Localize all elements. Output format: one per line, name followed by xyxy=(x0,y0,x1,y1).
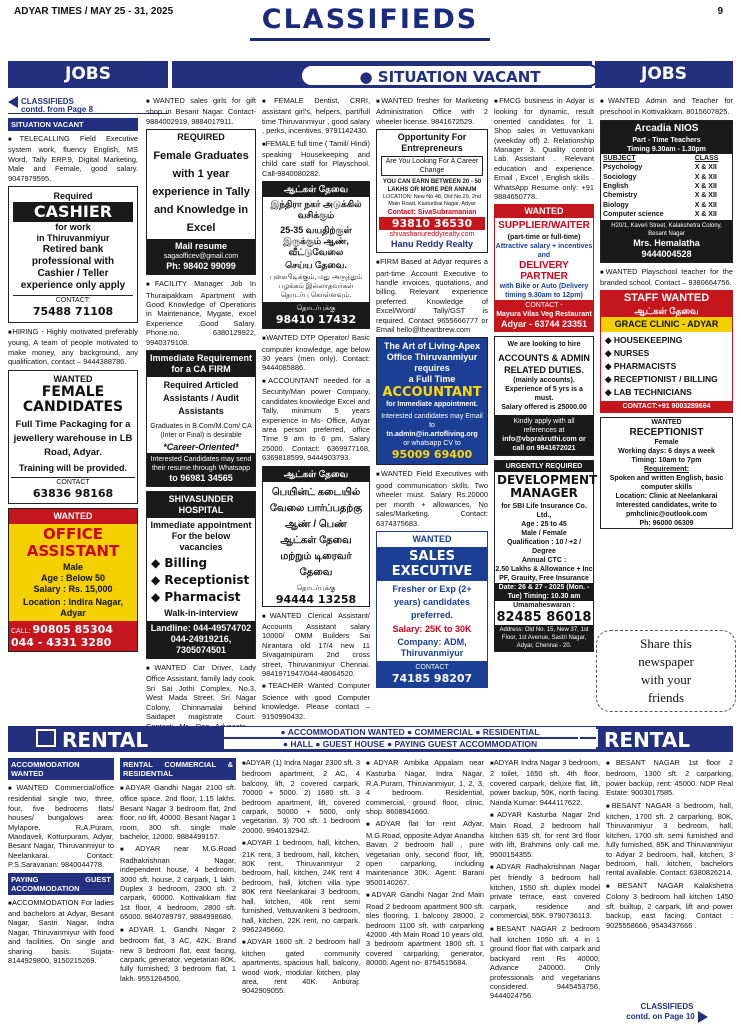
ad-line: Address: Old No. 15, New 37, 1st Floor, 1st Avenue, Sastri Nagar, Adyar, Chennai - 20. xyxy=(495,625,593,651)
column-5 xyxy=(494,96,598,656)
ad-phone: 90805 85304 xyxy=(32,622,113,636)
realty-ad xyxy=(376,129,488,253)
table-row: English X & XII xyxy=(603,183,717,191)
ad-phone: 95009 69400 xyxy=(391,448,473,462)
ad-line: Fresher or Exp (2+ years) candidates preferred. xyxy=(392,583,472,620)
ad-line: or whatsapp CV to xyxy=(403,440,461,448)
classified-ad: ■ ADYAR (1) Indra Nagar 2300 sft. 3 bedroom apartment, 2 AC, 4 balcony, lift, 2 covered carpark, 70000 + 5000. 2) 1680 sft. 3 bedroom apartment, lift, covered carpark, 50000 + 5000, only vegetarian. 3) 700 sft. 1 bedroom 20000. 9940132942. xyxy=(242,758,360,835)
classified-ad: ■ ADYAR Indra Nagar 3 bedroom, 2 toilet, 1650 sft. 4th floor, covered carpark, deluxe flat, lift, power backup, 50K, north facing. Nanda Kumar: 9444117622. xyxy=(490,758,600,807)
continued-on[interactable] xyxy=(606,1002,728,1022)
rental-title-right: RENTAL xyxy=(604,728,691,752)
ad-phone: Ph: 98402 99099 xyxy=(166,261,236,272)
subjects-table xyxy=(601,154,732,220)
classified-ad: ■ ACCOMMODATION For ladies and bachelors at Adyar, Besant Nagar, Sastri Nagar, Indra Nagar, Thiruvanmiyur with food and facilities. On single and sharing basis. Sujata- 8144929800, 9150215269. xyxy=(8,898,114,966)
arrow-right-icon xyxy=(698,1011,708,1023)
house-icon xyxy=(36,729,56,747)
rental-col-3 xyxy=(242,758,360,999)
classified-ad: ■ ADYAR 1 bedroom, hall, kitchen, 21K rent, 3 bedroom, hall, kitchen, 80K rent, Thiruvanmiyur 2 bedroom, hall, kitchen, 24K rent 4 bedroom, hall, kitchen villa type 80K rent Neelankarai 3 bedroom, hall, kitchen, 40k rent semi furnished, Vettuvankeni 3 bedroom, hall, kitchen, 22K rent, no carpark. 9962245660. xyxy=(242,838,360,934)
rental-col-5 xyxy=(490,758,600,1004)
table-row: Biology X & XII xyxy=(603,201,717,209)
classified-ad: ■ WANTED Car Driver, Lady Office Assistant, family lady cook. Sri Sai Jothi Complex, No.3, West Mada Street, Sri Nagar Colony, Chinnamalai behind Saidapet magistrate Court. xyxy=(146,663,256,740)
ad-line: Working days: 6 days a week xyxy=(618,448,715,456)
nios-ad xyxy=(600,120,733,263)
ad-line: for work xyxy=(55,222,91,233)
classified-ad: ■ WANTED Playschool teacher for the branded school. Contact – 9380664756. xyxy=(600,267,733,288)
ad-contact-label: CONTACT - xyxy=(525,302,563,310)
ad-heading: DELIVERY PARTNER xyxy=(519,260,569,283)
ad-phone: Landline: 044-49574702 044-24919216, 7305074501 xyxy=(147,621,255,658)
column-6 xyxy=(600,96,733,533)
column-2 xyxy=(146,96,256,743)
vacancy-item: LAB TECHNICIANS xyxy=(613,387,692,398)
ad-line: Annual CTC : xyxy=(521,557,567,565)
ad-line: Requirement: xyxy=(643,466,690,474)
ad-heading: OFFICE ASSISTANT xyxy=(26,524,120,560)
ad-line: Qualification : 10 / +2 / Degree xyxy=(506,539,582,556)
ad-line: WANTED xyxy=(495,205,593,218)
ad-line: Kindly apply with all references at xyxy=(513,418,575,435)
ad-line: Age : Below 50 xyxy=(40,572,105,583)
ad-line: Immediate appointment For the below vacancies xyxy=(150,520,252,553)
table-row: Psychology X & XII xyxy=(603,164,717,172)
ad-line: Spoken and written English, basic computer skills xyxy=(609,475,724,492)
share-line: with your xyxy=(640,672,692,687)
ad-heading: DEVELOPMENT MANAGER xyxy=(497,473,598,501)
table-row: Chemistry X & XII xyxy=(603,192,717,200)
ad-line: Graduates in B.Com/M.Com/ CA (Inter or Final) is desirable xyxy=(150,423,252,440)
ad-line: WANTED xyxy=(53,373,93,384)
vacancy-item: Billing xyxy=(164,556,208,571)
ad-heading: FEMALE CANDIDATES xyxy=(22,383,124,415)
ad-line: REQUIRED xyxy=(177,132,225,143)
ad-line: புகைபிடிக்கும், மது அருந்தும் பழக்கம் இல்லாதவர்கள் தொடர்பு கொள்ளவும். xyxy=(269,274,363,300)
ad-line: YOU CAN EARN BETWEEN 20 - 50 LAKHS OR MORE PER ANNUM xyxy=(382,179,482,194)
grace-clinic-ad: STAFF WANTED ஆட்கள் தேவை GRACE CLINIC - ADYAR ◆ HOUSEKEEPING ◆ NURSES ◆ PHARMACISTS ◆ RECEPTIONIST / BILLING ◆ LAB TECHNICIANS CONTACT:+91 9003289664 xyxy=(600,290,733,413)
ad-line: Training will be provided. xyxy=(18,462,127,473)
share-line: newspaper xyxy=(638,654,694,669)
situation-vacant-title: ● SITUATION VACANT xyxy=(300,64,600,87)
tamil-paint-ad xyxy=(262,466,370,607)
classified-ad: ■ BESANT NAGAR 1st floor 2 bedroom, 1300 sft. 2 carparking, power backup, rent: 45000. NDP Real Estate: 9003017585. xyxy=(606,758,733,798)
ad-line: for Immediate appointment. xyxy=(386,401,478,409)
classified-ad: ■ FEMALE full time ( Tamil/ Hindi) speaking Housekeeping and child care staff for Playschool. Call-9840080282. xyxy=(262,139,370,179)
classified-ad: ■ WANTED Commercial/office residential single two, three, four, five bedrooms flats/ houses/ bungalows area: Mylapore, R.A.Puram, Mandaveli, Kotturpuram, Adyar, Besant Nagar, Thiruvanmiyur to Neelankarai. Contact: P.S.Saravanan: 9840044778. xyxy=(8,783,114,870)
ad-phone: 94444 13258 xyxy=(275,592,357,606)
column-1 xyxy=(8,118,138,656)
jobs-band-right: JOBS xyxy=(595,61,733,88)
ad-line: Contact: SivaSubramanian xyxy=(387,209,477,217)
ad-line: We are looking to hire xyxy=(507,341,581,349)
classified-ad: ■ WANTED Clerical Assistant/ Accounts Assistant salary 10000/ OMM Builders Sai Nirantara old 17/4 new 11 Sivagamipuram 2nd cross street, Thiruvanmiyur Chennai. 9841971947/044-48064520. xyxy=(262,611,370,679)
column-4 xyxy=(376,96,488,692)
ad-email: info@vbprakruthi.com or call on 9841672021 xyxy=(502,436,586,453)
classified-ad: ■ FMCG business in Adyar is looking for dynamic, result oriented candidates for 1. Shop sales in Vettuvankani (weekday off) 2. Relationship Manager 3. Quality control Lab Assistant . Relevant education and experience. Email , Excel , English skills . WhatsApp Resume only: +91 9884650778. xyxy=(494,96,594,201)
ad-heading: ACCOUNTS & ADMIN RELATED DUTIES. xyxy=(498,353,590,376)
classified-ad: ■ WANTED Admin and Teacher for preschool in Kottivakkam. 8015607825. xyxy=(600,96,733,117)
ad-line: WANTED xyxy=(651,419,682,427)
ad-line: Location: Clinic at Neelankarai xyxy=(615,493,718,501)
rental-categories-2: ● HALL ● GUEST HOUSE ● PAYING GUEST ACCOMMODATION xyxy=(224,739,596,749)
ad-line: WANTED xyxy=(9,509,137,524)
ad-line: பெயின்ட் கடையில் வேலை பார்ப்பதற்கு ஆண் / பெண் ஆட்கள் தேவை மற்றும் டிரைவர் தேவை xyxy=(269,486,363,578)
vacancy-item: Pharmacist xyxy=(164,590,241,605)
publication-date: ADYAR TIMES / MAY 25 - 31, 2025 xyxy=(14,6,174,17)
development-manager-ad xyxy=(494,460,598,652)
jobs-band-left: JOBS xyxy=(8,61,168,88)
classified-ad: ■ ADYAR 1. Gandhi Nagar 2 bedroom flat, 3 AC, 42K. Brand new 3 bedroom flat, east facing, carpark, generator, vegetarian 80K, fully furnished, 3 bedroom flat, 1 lakh. 9551264500. xyxy=(120,925,236,983)
share-newspaper-box xyxy=(596,630,736,712)
ad-heading: CASHIER xyxy=(13,202,133,222)
ad-line: a Full Time xyxy=(408,374,456,385)
classified-ad: ■ TEACHER Wanted Computer Science with good Computer knowledge. Please contact – 9150990432. xyxy=(262,681,370,721)
ad-phone: CONTACT:+91 9003289664 xyxy=(601,401,732,412)
classified-ad: ■ BESANT NAGAR 2 bedroom hall kitchen 1050 sft. 4 in 1 ground floor flat with carpark and backyard rent Rs 40000, Advance 240000. Only professionals and vegetarians considered. 9445453756, 9444024756. xyxy=(490,924,600,1001)
classified-ad: ■ FACILITY Manager Job In Thuraipakkam Apartment with Good Knowledge of Operations in Maintenance, Mygate, excel Experience .Good Salary. Phone.no. 6380129922, 9940379108. xyxy=(146,279,256,347)
cont-page: contd. on Page 10 xyxy=(626,1012,695,1022)
cont-label: CLASSIFIEDS xyxy=(640,1002,694,1011)
ad-line: Timing: 10am to 7pm xyxy=(631,457,702,465)
ad-line: Interested Candidates may send their resume through Whatsapp xyxy=(150,456,252,473)
realty-logo: Hanu Reddy Realty xyxy=(390,239,474,250)
vacancy-item: NURSES xyxy=(613,348,650,359)
arrow-left-icon xyxy=(8,96,18,108)
ad-contact-label: தொடர்புக்கு xyxy=(296,584,336,592)
classified-ad: ■ FEMALE Dentist, CRRI, assistant girl's, helpers, part/full time Thiruvanmiyur , good salary , perks, incentives, 9791142430. xyxy=(262,96,370,136)
ad-line: செய்ய தேவை. xyxy=(285,260,347,271)
ad-line: LOCATION: New No.48, Old No.29, 2nd Main Road, Kasturibai Nagar, Adyar xyxy=(382,194,482,208)
ad-line: 2.50 Lakhs & Allowance + Inc PF, Grauity, Free Insurance xyxy=(495,566,593,583)
female-candidates-ad xyxy=(8,370,138,504)
vacancy-item: HOUSEKEEPING xyxy=(613,335,683,346)
ad-line: Date: 26 & 27 - 2025 (Mon. - Tue) Timing: 10.30 am xyxy=(495,583,593,601)
ad-line: H20/1, Kaveri Street, Kalakshetra Colony, Besant Nagar xyxy=(611,222,722,237)
ad-contact-label: CALL: xyxy=(11,627,31,635)
sales-executive-ad xyxy=(376,531,488,688)
ad-phone: Ph: 96000 06309 xyxy=(639,520,694,528)
classified-ad: ■ TELECALLING Field Executive system work, fluency English, MS Word, Tally ERP.9, Digital Marketing, Male and Female, good salary. 9047979595. xyxy=(8,134,138,183)
classified-ad: ■ ADYAR Kasturba Nagar 2nd Main Road, 2 bedroom hall kitchen 635 sft. for rent 3rd floor with lift, Brahmins only call me. 9500154355. xyxy=(490,810,600,859)
ad-line: in Thiruvanmiyur xyxy=(36,233,110,244)
ad-line: WANTED xyxy=(412,533,452,544)
ad-line: இந்திரா நகர் அடுக்கில் வசிக்கும் xyxy=(270,199,362,221)
cont-page: contd. from Page 8 xyxy=(21,105,94,114)
cat-line: HALL ● GUEST HOUSE ● PAYING GUEST ACCOMMODATION xyxy=(290,739,538,749)
section-paying-guest: PAYING GUEST ACCOMMODATION xyxy=(8,873,114,895)
ad-contact-label: CONTACT xyxy=(415,663,449,671)
continued-from[interactable] xyxy=(8,96,168,114)
ad-line: Required xyxy=(53,191,93,202)
ad-phone: 93810 36530 xyxy=(379,217,485,230)
ad-line: ஆட்கள் தேவை xyxy=(601,306,732,317)
rental-col-1 xyxy=(8,758,114,969)
tamil-job-ad xyxy=(262,181,370,329)
ad-line: Attractive salary + incentives and xyxy=(495,243,593,260)
ad-line: Salary: 25K to 30K xyxy=(392,623,472,634)
classified-ad: ■ WANTED DTP Operator/ Basic computer knowledge, age below 30 years (men only). Contact: 9444085886. xyxy=(262,333,370,373)
vacancy-item: Receptionist xyxy=(164,573,250,588)
ad-line: Interested candidates may Email to xyxy=(381,413,483,430)
ca-firm-ad xyxy=(146,350,256,487)
ad-heading: ஆட்கள் தேவை xyxy=(263,182,369,197)
ad-line: Salary offered is 25000.00 xyxy=(501,404,587,412)
classified-ad: ■ BESANT NAGAR 3 bedroom, hall, kitchen, 1700 sft. 2 carparking, 80K, Thiruvanmiyur 3 bedroom, hall, kitchen, 1700 sft. semi furnished and fully furnished, 85K and Thiruvanmiyur to Adyar 2 bedroom, hall, kitchen, 3 bedroom, hall, kitchen, bachelors rental available. Contact: 6380826214. xyxy=(606,801,733,878)
page-title: CLASSIFIEDS xyxy=(250,2,490,41)
ad-line: with Bike or Auto (Delivery timing 9.30am to 12pm) xyxy=(499,283,589,300)
classified-ad: ■ FIRM Based at Adyar requires a part-time Account Executive to handle invoices, quotations, and billing. Relevant experience preferred. Knowledge of Excel/Word/ Tally/GST is required. Contact 9655666777 or Email hello@theartbrew.com xyxy=(376,257,488,334)
ad-heading: The Art of Living-Apex Office Thiruvanmiyur xyxy=(383,341,481,363)
cat-line: ACCOMMODATION WANTED ● COMMERCIAL ● RESIDENTIAL xyxy=(287,727,540,737)
vacancy-item: RECEPTIONIST / BILLING xyxy=(613,374,718,385)
office-assistant-ad xyxy=(8,508,138,652)
ad-line: GRACE CLINIC - ADYAR xyxy=(601,317,732,332)
ad-heading: Opportunity For Entrepreneurs xyxy=(397,132,467,154)
restaurant-ad xyxy=(494,204,594,332)
cashier-ad xyxy=(8,186,138,323)
ad-line: Walk-in-interview xyxy=(164,608,238,619)
ad-line: Female xyxy=(654,439,679,447)
rental-col-4 xyxy=(366,758,484,971)
classified-ad: ■ WANTED fresher for Marketing Administration Office with 2 wheeler license. 9841672529. xyxy=(376,96,488,126)
ad-heading: ஆட்கள் தேவை xyxy=(263,467,369,482)
ad-heading: RECEPTIONIST xyxy=(629,427,704,439)
tally-ad xyxy=(146,129,256,275)
column-3 xyxy=(262,96,370,724)
ad-title: ACCOUNTANT xyxy=(382,385,482,401)
rental-title-left: RENTAL xyxy=(62,728,149,752)
page-number: 9 xyxy=(717,6,723,17)
table-row: Computer science X & XII xyxy=(603,211,717,219)
ad-line: Umamaheswaran : xyxy=(513,602,575,610)
ad-line: requires xyxy=(414,363,450,374)
ad-heading: Immediate Requirement for a CA FIRM xyxy=(147,351,255,377)
vacancy-item: PHARMACISTS xyxy=(613,361,677,372)
classified-ad: ■ ADYAR near M.G.Road Radhakrishnan Nagar, independent house, 4 bedroom, 3000 sft. house, 2 carpark, 1 lakh. Duplex 3 bedroom, 2300 sft. 2 carpark, 60000. Kottivakkam flat 1st floor, 4 bedroom, 2800 sft. 65000. 9840789797, 9884998686. xyxy=(120,844,236,921)
ad-phone: 63836 98168 xyxy=(32,486,114,500)
ad-email: sagaofficev@gmail.com xyxy=(163,253,239,261)
cont-label: CLASSIFIEDS xyxy=(21,97,74,107)
classified-ad: ■ HIRING - Highly motivated preferably young, A team of people motivated to make money, any background, any qualification, contact – 9444388786. xyxy=(8,327,138,367)
ad-heading: STAFF WANTED xyxy=(601,291,732,306)
ad-phone: 044 - 4331 3280 xyxy=(11,635,112,649)
ad-heading: SHIVASUNDER HOSPITAL xyxy=(147,492,255,518)
ad-line: Experience of 5 yrs is a must. xyxy=(505,386,583,403)
ad-line: *Career-Oriented* xyxy=(163,442,239,453)
ad-line: Male xyxy=(62,561,83,572)
ad-line: Required Articled Assistants / Audit Assistants xyxy=(163,380,239,417)
ad-phone: 9444004528 xyxy=(641,248,692,259)
art-of-living-ad xyxy=(376,337,488,465)
ad-phone: 82485 86018 xyxy=(496,610,592,626)
share-line: friends xyxy=(647,690,685,705)
section-rental-commercial: RENTAL COMMERCIAL & RESIDENTIAL xyxy=(120,758,236,780)
ad-line: Are You Looking For A Career Change xyxy=(381,156,483,176)
ad-line: URGENTLY REQUIRED xyxy=(495,461,593,472)
table-header: CLASS xyxy=(694,154,719,162)
ad-line: Age : 25 to 45 xyxy=(521,521,567,529)
classified-ad: ■ ADYAR Gandhi Nagar 2100 sft. office space. 2nd floor, 1.15 lakhs. Besant Nagar 3 bedroom flat, 2nd floor, no lift, 40000. Besant Nagar 1 room, 300 sft. single male bachelor, 12000. 9884499157. xyxy=(120,783,236,841)
ad-line: Retired bank professional with Cashier / Teller experience only apply xyxy=(20,244,126,292)
ad-email: tn.admin@in.artofliving.org xyxy=(386,431,478,439)
ad-line: Interested candidates, write to xyxy=(616,502,717,510)
ad-email: shivashanureddyrealty.com xyxy=(389,231,475,239)
ad-heading: Arcadia NIOS xyxy=(601,121,732,136)
ad-line: Full Time Packaging for a jewellery warehouse in LB Road, Adyar. xyxy=(13,418,133,458)
ad-line: (part-time or full-time) xyxy=(507,234,581,242)
section-accommodation-wanted: ACCOMMODATION WANTED xyxy=(8,758,114,780)
classified-ad: ■ BESANT NAGAR Kalakshetra Colony 3 bedroom hall kitchen 1450 sft. builtup, 2 carpark, lift and power backup, east facing. Contact : 9025558666, 9543437666 . xyxy=(606,881,733,930)
classified-ad: ■ ADYAR Ambika Appalam near Kasturba Nagar, Indra Nagar, R.A.Puram, Thiruvanmiyur, 1, 2, 3, 4 bedroom. Residential, commercial, ground floor, clinic, shop. 8608941660. xyxy=(366,758,484,816)
ad-line: Mail resume xyxy=(174,241,228,252)
ad-phone: 74185 98207 xyxy=(391,671,473,685)
ad-line: Mayura Vilas Veg Restaurant xyxy=(496,311,592,319)
classified-ad: ■ ADYAR Gandhi Nagar 2nd Main Road 2 bedroom apartment 900 sft. tiles flooring, 1 balcony 28000, 2 bedroom 1100 sft. with carparking 42000 .4th Main Road 10 years old, 3 bedroom apartment 1800 sft. 1 covered carparking, generator, 80000. Agent no- 8754515684. xyxy=(366,890,484,967)
rental-categories-1: ● ACCOMMODATION WANTED ● COMMERCIAL ● RESIDENTIAL xyxy=(224,727,596,737)
rental-col-2 xyxy=(120,758,236,986)
rental-col-6 xyxy=(606,758,733,933)
ad-line: (mainly accounts). xyxy=(513,377,575,385)
ad-line: Company: ADM, Thiruvanmiyur xyxy=(397,636,467,658)
ad-heading: SALES EXECUTIVE xyxy=(377,547,487,581)
accounts-admin-ad xyxy=(494,336,594,456)
ad-phone: Adyar - 63744 23351 xyxy=(500,319,588,330)
situation-label: SITUATION VACANT xyxy=(377,68,541,86)
ad-contact-label: CONTACT: xyxy=(13,295,133,305)
classified-ad: ■ ADYAR Radhakrishnan Nagar pet friendly 3 bedroom hall kitchen, 1550 sft. duplex model private terrace, east covered carpark, residence and commercial, 55K. 9790736113. xyxy=(490,862,600,920)
ad-phone: 75488 71108 xyxy=(32,305,114,319)
ad-heading: Female Graduates with 1 year experience in Tally and Knowledge in Excel xyxy=(152,150,250,235)
ad-phone: to 96981 34565 xyxy=(169,473,233,484)
table-header: SUBJECT xyxy=(603,154,636,162)
receptionist-ad xyxy=(600,417,733,529)
ad-line: 25-35 வயதிற்குள் இருக்கும் ஆண், வீட்டுவேலை xyxy=(280,225,352,258)
classified-ad: ■ ADYAR flat for rent Adyar, M.G.Road, opposite Adyar Anandha Bavan 2 bedroom hall , pure vegetarian only, second floor, lift, open carparking, including maintenance 30K. Agent: Barani 9500140267. xyxy=(366,819,484,887)
ad-contact-label: தொடர்புக்கு xyxy=(296,305,336,313)
ad-line: Male / Female xyxy=(521,530,567,538)
table-row: Sociology X & XII xyxy=(603,173,717,181)
ad-line: Timing 9.30am - 1.30pm xyxy=(601,145,732,154)
ad-line: Salary : Rs. 15,000 xyxy=(33,583,113,594)
ad-line: for SBI Life Insurance Co. Ltd., xyxy=(501,503,587,520)
share-line: Share this xyxy=(640,636,692,651)
ad-line: Part - Time Teachers xyxy=(601,136,732,145)
classified-ad: ■ WANTED Field Executives with good communication skills. Two wheeler must. Salary Rs.20000 per month + allowances, No sales/Marketing. Contact: 6374375683. xyxy=(376,469,488,527)
ad-contact-label: CONTACT xyxy=(11,477,135,487)
classified-ad: ■ ADYAR 1600 sft. 2 bedroom hall kitchen gated community apartments, spacious hall, balcony, wood work, modular kitchen, play area, rent 40K. Anburaj: 9042909055. xyxy=(242,937,360,995)
ad-email: pmhclinic@outlook.com xyxy=(625,511,708,519)
ad-heading: SUPPLIER/WAITER xyxy=(498,220,590,232)
section-situation-vacant: SITUATION VACANT xyxy=(8,118,138,131)
classified-ad: ■ WANTED sales girls for gift shop in Besant Nagar. Contact- 9884002919, 9884017911. xyxy=(146,96,256,126)
ad-phone: 98410 17432 xyxy=(275,313,357,327)
classified-ad: ■ ACCOUNTANT needed for a Security/Man power Company, candidates knowledge Excel and Tally, minimum 5 years experience in Ms- Office, Adyar area person preferred, office Time 9 am to 6 pm. Salary 25000. Contact: 6369977168, 6369818599, 9444903793. xyxy=(262,376,370,463)
ad-line: Location : Indira Nagar, Adyar xyxy=(22,596,123,618)
house-icon xyxy=(578,729,598,747)
hospital-ad: SHIVASUNDER HOSPITAL Immediate appointment For the below vacancies ◆ Billing ◆ Receptionist ◆ Pharmacist Walk-in-interview Landline: 044-49574702 044-24919216, 7305074501 xyxy=(146,491,256,659)
ad-line: Mrs. Hemalatha xyxy=(633,237,700,248)
